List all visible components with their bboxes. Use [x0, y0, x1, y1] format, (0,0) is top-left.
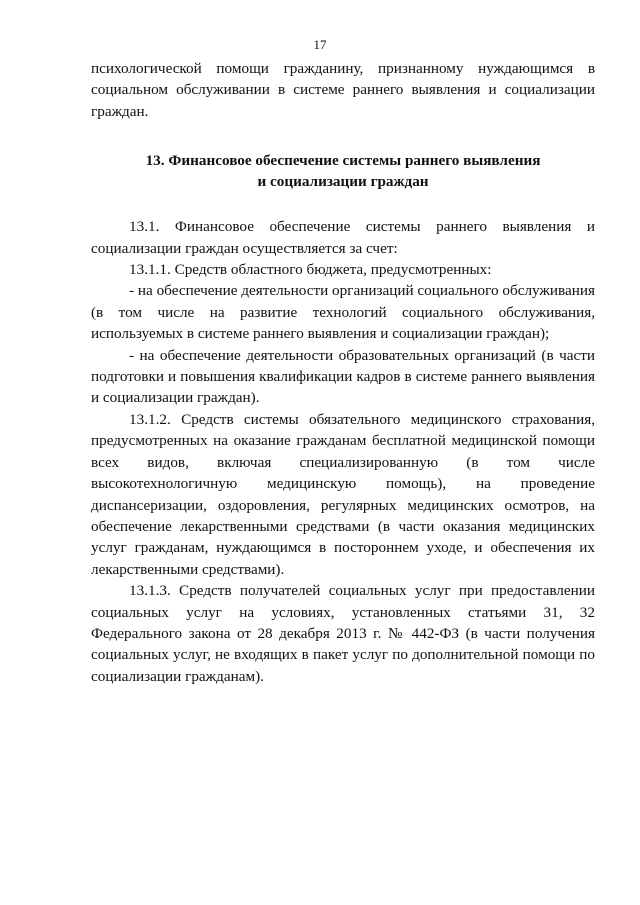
section-heading-line-2: и социализации граждан — [257, 173, 429, 191]
page-number: 17 — [313, 37, 327, 52]
section-heading — [91, 150, 595, 192]
paragraph-13-1-3: 13.1.3. Средств получателей социальных услуг при предоставлении социальных услуг на условиях, установленных статьями 31, 32 Федерального закона от 28 декабря 2013 г. № 442-ФЗ (в части получения социальных услуг, не входящих в пакет услуг по дополнительной помощи по социализации гражданам). — [91, 582, 595, 685]
paragraph-13-1: 13.1. Финансовое обеспечение системы раннего выявления и социализации граждан осуществляется за счет: — [91, 218, 595, 257]
paragraph-13-1-1: 13.1.1. Средств областного бюджета, предусмотренных: — [129, 261, 492, 279]
lead-paragraph: психологической помощи гражданину, признанному нуждающимся в социальном обслуживании в системе раннего выявления и социализации граждан. — [91, 60, 595, 120]
section-heading-line-1: 13. Финансовое обеспечение системы раннего выявления — [145, 152, 541, 170]
list-item-education-funding: - на обеспечение деятельности образовательных организаций (в части подготовки и повышения квалификации кадров в системе раннего выявления и социализации граждан). — [91, 346, 595, 407]
paragraph-13-1-2: 13.1.2. Средств системы обязательного медицинского страхования, предусмотренных на оказание гражданам бесплатной медицинской помощи всех видов, включая специализированную (в том числе высокотехнологичную медицинскую помощь), на проведение диспансеризации, оздоровления, регулярных медицинских осмотров, на обеспечение лекарственными средствами (в части оказания медицинских услуг гражданам, нуждающимся в постороннем уходе, и обеспечения их лекарственными средствами). — [91, 410, 595, 578]
document-body — [91, 58, 595, 687]
list-item-social-services-funding: - на обеспечение деятельности организаций социального обслуживания (в том числе на развитие технологий социального обслуживания, используемых в системе раннего выявления и социализации граждан); — [91, 282, 595, 343]
